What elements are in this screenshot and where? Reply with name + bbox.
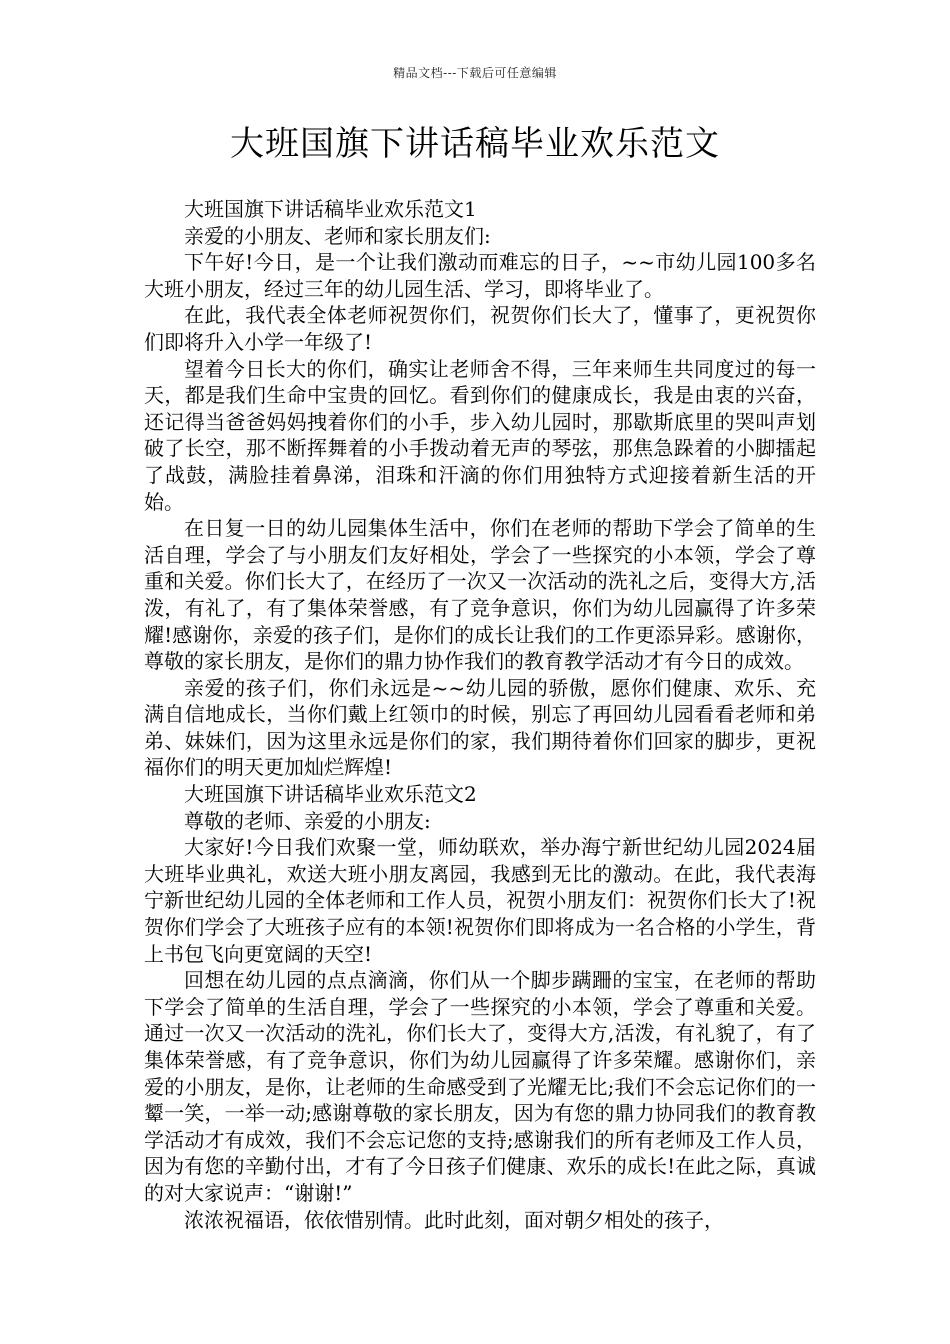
paragraph: 亲爱的孩子们，你们永远是~~幼儿园的骄傲，愿你们健康、欢乐、充满自信地成长，当你们戴上红领巾的时候，别忘了再回幼儿园看看老师和弟弟、妹妹们，因为这里永远是你们的家，我们期待着你们回家的脚步，更祝福你们的明天更加灿烂辉煌! bbox=[144, 675, 816, 780]
paragraph: 望着今日长大的你们，确实让老师舍不得，三年来师生共同度过的每一天，都是我们生命中宝贵的回忆。看到你们的健康成长，我是由衷的兴奋，还记得当爸爸妈妈拽着你们的小手，步入幼儿园时，那歇斯底里的哭叫声划破了长空，那不断挥舞着的小手拨动着无声的琴弦，那焦急跺着的小脚擂起了战鼓，满脸挂着鼻涕，泪珠和汗滴的你们用独特方式迎接着新生活的开始。 bbox=[144, 356, 816, 514]
paragraph: 大家好!今日我们欢聚一堂，师幼联欢，举办海宁新世纪幼儿园2024届大班毕业典礼，欢送大班小朋友离园，我感到无比的激动。在此，我代表海宁新世纪幼儿园的全体老师和工作人员，祝贺小朋友们：祝贺你们长大了!祝贺你们学会了大班孩子应有的本领!祝贺你们即将成为一名合格的小学生，背上书包飞向更宽阔的天空! bbox=[144, 835, 816, 966]
paragraph: 在此，我代表全体老师祝贺你们，祝贺你们长大了，懂事了，更祝贺你们即将升入小学一年级了! bbox=[144, 303, 816, 354]
section-heading-2: 大班国旗下讲话稿毕业欢乐范文2 bbox=[184, 782, 477, 807]
salutation-1: 亲爱的小朋友、老师和家长朋友们: bbox=[184, 223, 491, 248]
document-title: 大班国旗下讲话稿毕业欢乐范文 bbox=[230, 124, 720, 164]
paragraph: 在日复一日的幼儿园集体生活中，你们在老师的帮助下学会了简单的生活自理，学会了与小朋友们友好相处，学会了一些探究的小本领，学会了尊重和关爱。你们长大了，在经历了一次又一次活动的洗礼之后，变得大方,活泼，有礼了，有了集体荣誉感，有了竞争意识，你们为幼儿园赢得了许多荣耀!感谢你，亲爱的孩子们，是你们的成长让我们的工作更添异彩。感谢你，尊敬的家长朋友，是你们的鼎力协作我们的教育教学活动才有今日的成效。 bbox=[144, 516, 816, 674]
section-heading-1: 大班国旗下讲话稿毕业欢乐范文1 bbox=[184, 197, 477, 221]
document-body bbox=[144, 196, 816, 1233]
paragraph: 下午好!今日，是一个让我们激动而难忘的日子，~~市幼儿园100多名大班小朋友，经过三年的幼儿园生活、学习，即将毕业了。 bbox=[144, 250, 816, 301]
paragraph: 回想在幼儿园的点点滴滴，你们从一个脚步蹒跚的宝宝，在老师的帮助下学会了简单的生活自理，学会了一些探究的小本领，学会了尊重和关爱。通过一次又一次活动的洗礼，你们长大了，变得大方,活泼，有礼貌了，有了集体荣誉感，有了竞争意识，你们为幼儿园赢得了许多荣耀。感谢你们，亲爱的小朋友，是你，让老师的生命感受到了光耀无比;我们不会忘记你们的一颦一笑，一举一动;感谢尊敬的家长朋友，因为有您的鼎力协同我们的教育教学活动才有成效，我们不会忘记您的支持;感谢我们的所有老师及工作人员，因为有您的辛勤付出，才有了今日孩子们健康、欢乐的成长!在此之际，真诚的对大家说声：“谢谢!” bbox=[144, 968, 816, 1205]
header-note: 精品文档---下载后可任意编辑 bbox=[393, 66, 557, 80]
salutation-2: 尊敬的老师、亲爱的小朋友: bbox=[184, 808, 431, 833]
paragraph: 浓浓祝福语，依依惜别情。此时此刻，面对朝夕相处的孩子， bbox=[184, 1207, 724, 1232]
